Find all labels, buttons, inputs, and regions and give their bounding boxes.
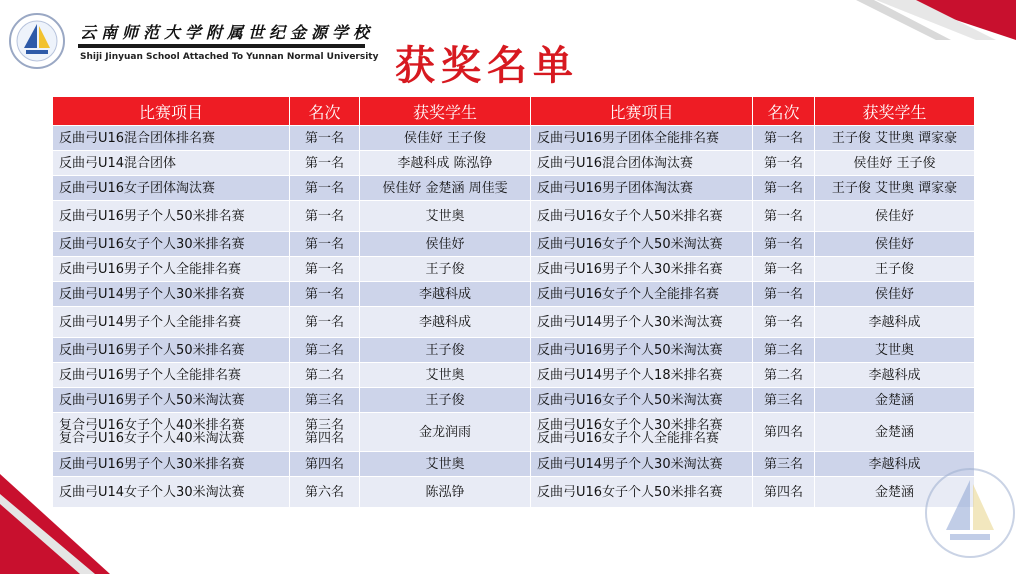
- rank-cell: 第二名: [753, 338, 815, 363]
- event-cell: 反曲弓U14男子个人30米淘汰赛: [531, 307, 753, 338]
- student-cell: 侯佳妤 王子俊: [360, 126, 531, 151]
- rank-cell: 第一名: [290, 232, 360, 257]
- student-cell: 金楚涵: [815, 413, 975, 452]
- student-cell: 王子俊: [360, 257, 531, 282]
- student-cell: 李越科成 陈泓铮: [360, 151, 531, 176]
- student-cell: 王子俊: [360, 388, 531, 413]
- school-name-en: Shiji Jinyuan School Attached To Yunnan Normal University: [80, 52, 379, 62]
- student-cell: 艾世奥: [360, 363, 531, 388]
- student-cell: 侯佳妤: [360, 232, 531, 257]
- student-cell: 王子俊: [815, 257, 975, 282]
- event-cell: 反曲弓U14女子个人30米淘汰赛: [53, 477, 290, 508]
- rank-cell: 第一名: [290, 126, 360, 151]
- table-row: [53, 388, 975, 413]
- event-cell: 反曲弓U14男子个人全能排名赛: [53, 307, 290, 338]
- event-cell: 反曲弓U14男子个人30米淘汰赛: [531, 452, 753, 477]
- table-row: [53, 176, 975, 201]
- student-cell: 侯佳妤: [815, 201, 975, 232]
- table-row: [53, 307, 975, 338]
- rank-cell: 第一名: [290, 257, 360, 282]
- rank-cell: 第一名: [753, 307, 815, 338]
- table-row: [53, 126, 975, 151]
- event-cell: 反曲弓U16女子个人50米排名赛: [531, 201, 753, 232]
- rank-cell: 第四名: [290, 452, 360, 477]
- student-cell: 李越科成: [360, 282, 531, 307]
- event-cell: 反曲弓U16混合团体淘汰赛: [531, 151, 753, 176]
- student-cell: 王子俊: [360, 338, 531, 363]
- event-cell: 反曲弓U16男子个人全能排名赛: [53, 257, 290, 282]
- event-cell: 反曲弓U14男子个人30米排名赛: [53, 282, 290, 307]
- table-row: [53, 201, 975, 232]
- student-cell: 侯佳妤: [815, 282, 975, 307]
- rank-cell: 第四名: [753, 477, 815, 508]
- table-header-row: [53, 97, 975, 126]
- rank-cell: 第三名 第四名: [290, 413, 360, 452]
- rank-cell: 第三名: [753, 452, 815, 477]
- awards-table: [52, 96, 975, 508]
- student-cell: 艾世奥: [360, 452, 531, 477]
- table-row: [53, 413, 975, 452]
- event-cell: 反曲弓U16男子团体全能排名赛: [531, 126, 753, 151]
- student-cell: 王子俊 艾世奥 谭家豪: [815, 126, 975, 151]
- school-logo-icon: [8, 12, 66, 70]
- rank-cell: 第一名: [290, 307, 360, 338]
- table-row: [53, 452, 975, 477]
- rank-cell: 第四名: [753, 413, 815, 452]
- student-cell: 金楚涵: [815, 388, 975, 413]
- event-cell: 反曲弓U16男子个人50米淘汰赛: [531, 338, 753, 363]
- student-cell: 侯佳妤 王子俊: [815, 151, 975, 176]
- event-cell: 反曲弓U16男子个人50米排名赛: [53, 338, 290, 363]
- student-cell: 陈泓铮: [360, 477, 531, 508]
- column-header-students: 获奖学生: [815, 97, 975, 126]
- student-cell: 金龙润雨: [360, 413, 531, 452]
- event-cell: 反曲弓U14男子个人18米排名赛: [531, 363, 753, 388]
- student-cell: 王子俊 艾世奥 谭家豪: [815, 176, 975, 201]
- event-cell: 反曲弓U14混合团体: [53, 151, 290, 176]
- column-header-event: 比赛项目: [53, 97, 290, 126]
- school-name-underline: [78, 44, 365, 48]
- rank-cell: 第二名: [753, 363, 815, 388]
- student-cell: 侯佳妤: [815, 232, 975, 257]
- watermark-logo-icon: [920, 458, 1016, 568]
- student-cell: 李越科成: [360, 307, 531, 338]
- column-header-rank: 名次: [290, 97, 360, 126]
- rank-cell: 第一名: [290, 176, 360, 201]
- table-row: [53, 232, 975, 257]
- rank-cell: 第一名: [290, 282, 360, 307]
- event-cell: 反曲弓U16混合团体排名赛: [53, 126, 290, 151]
- column-header-students: 获奖学生: [360, 97, 531, 126]
- rank-cell: 第六名: [290, 477, 360, 508]
- student-cell: 侯佳妤 金楚涵 周佳雯: [360, 176, 531, 201]
- rank-cell: 第一名: [753, 257, 815, 282]
- event-cell: 反曲弓U16女子个人50米排名赛: [531, 477, 753, 508]
- table-row: [53, 151, 975, 176]
- rank-cell: 第三名: [753, 388, 815, 413]
- event-cell: 反曲弓U16男子个人全能排名赛: [53, 363, 290, 388]
- table-row: [53, 338, 975, 363]
- rank-cell: 第一名: [753, 232, 815, 257]
- table-row: [53, 257, 975, 282]
- table-row: [53, 477, 975, 508]
- rank-cell: 第一名: [753, 126, 815, 151]
- event-cell: 反曲弓U16女子个人30米排名赛: [53, 232, 290, 257]
- page-title: 获奖名单: [395, 42, 579, 89]
- event-cell: 反曲弓U16女子个人全能排名赛: [531, 282, 753, 307]
- rank-cell: 第一名: [753, 282, 815, 307]
- table-row: [53, 363, 975, 388]
- student-cell: 李越科成: [815, 452, 975, 477]
- rank-cell: 第一名: [290, 201, 360, 232]
- student-cell: 李越科成: [815, 307, 975, 338]
- rank-cell: 第一名: [753, 151, 815, 176]
- event-cell: 反曲弓U16男子团体淘汰赛: [531, 176, 753, 201]
- corner-decoration-top-right: [856, 0, 1016, 40]
- school-name-cn: 云南师范大学附属世纪金源学校: [80, 23, 375, 42]
- rank-cell: 第三名: [290, 388, 360, 413]
- rank-cell: 第一名: [290, 151, 360, 176]
- table-row: [53, 282, 975, 307]
- event-cell: 反曲弓U16男子个人30米排名赛: [531, 257, 753, 282]
- event-cell: 反曲弓U16男子个人50米淘汰赛: [53, 388, 290, 413]
- rank-cell: 第一名: [753, 176, 815, 201]
- student-cell: 艾世奥: [815, 338, 975, 363]
- rank-cell: 第二名: [290, 363, 360, 388]
- event-cell: 反曲弓U16男子个人30米排名赛: [53, 452, 290, 477]
- student-cell: 李越科成: [815, 363, 975, 388]
- event-cell: 复合弓U16女子个人40米排名赛 复合弓U16女子个人40米淘汰赛: [53, 413, 290, 452]
- event-cell: 反曲弓U16男子个人50米排名赛: [53, 201, 290, 232]
- column-header-event: 比赛项目: [531, 97, 753, 126]
- student-cell: 金楚涵: [815, 477, 975, 508]
- event-cell: 反曲弓U16女子团体淘汰赛: [53, 176, 290, 201]
- event-cell: 反曲弓U16女子个人50米淘汰赛: [531, 388, 753, 413]
- event-cell: 反曲弓U16女子个人50米淘汰赛: [531, 232, 753, 257]
- event-cell: 反曲弓U16女子个人30米排名赛 反曲弓U16女子个人全能排名赛: [531, 413, 753, 452]
- column-header-rank: 名次: [753, 97, 815, 126]
- rank-cell: 第一名: [753, 201, 815, 232]
- rank-cell: 第二名: [290, 338, 360, 363]
- student-cell: 艾世奥: [360, 201, 531, 232]
